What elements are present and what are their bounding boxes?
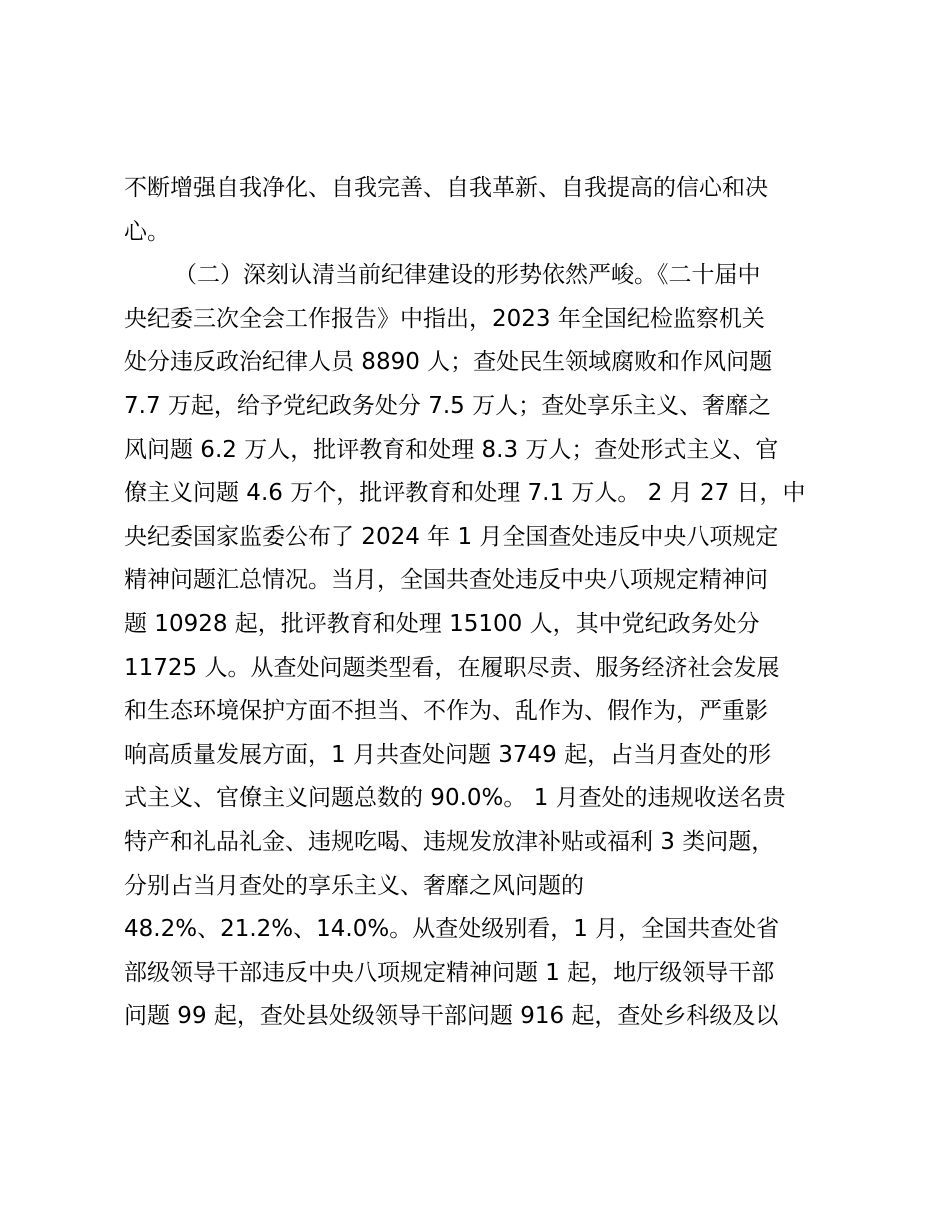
section-heading-line: （二）深刻认清当前纪律建设的形势依然严峻。《二十届中 bbox=[174, 262, 761, 289]
text-line: 央纪委三次全会工作报告》中指出，2023 年全国纪检监察机关 bbox=[124, 305, 765, 332]
text-line: 分别占当月查处的享乐主义、奢靡之风问题的 bbox=[124, 872, 584, 899]
text-line: 不断增强自我净化、自我完善、自我革新、自我提高的信心和决 bbox=[124, 175, 768, 201]
text-line: 僚主义问题 4.6 万个，批评教育和处理 7.1 万人。 2 月 27 日，中 bbox=[124, 480, 806, 507]
text-line: 心。 bbox=[124, 218, 170, 245]
text-line: 央纪委国家监委公布了 2024 年 1 月全国查处违反中央八项规定 bbox=[124, 523, 779, 550]
text-line: 响高质量发展方面，1 月共查处问题 3749 起，占当月查处的形 bbox=[124, 741, 772, 768]
text-line: 精神问题汇总情况。当月，全国共查处违反中央八项规定精神问 bbox=[124, 567, 768, 594]
text-line: 11725 人。从查处问题类型看，在履职尽责、服务经济社会发展 bbox=[124, 654, 780, 681]
text-line: 式主义、官僚主义问题总数的 90.0%。 1 月查处的违规收送名贵 bbox=[124, 785, 786, 812]
text-line: 风问题 6.2 万人，批评教育和处理 8.3 万人；查处形式主义、官 bbox=[124, 436, 779, 463]
text-line: 部级领导干部违反中央八项规定精神问题 1 起，地厅级领导干部 bbox=[124, 959, 775, 986]
text-line: 7.7 万起，给予党纪政务处分 7.5 万人；查处享乐主义、奢靡之 bbox=[124, 392, 772, 419]
text-line: 48.2%、21.2%、14.0%。从查处级别看，1 月，全国共查处省 bbox=[124, 916, 780, 943]
text-line: 特产和礼品礼金、违规吃喝、违规发放津补贴或福利 3 类问题， bbox=[124, 828, 775, 855]
body-text bbox=[124, 167, 844, 1039]
text-line: 和生态环境保护方面不担当、不作为、乱作为、假作为，严重影 bbox=[124, 698, 768, 725]
text-line: 处分违反政治纪律人员 8890 人；查处民生领域腐败和作风问题 bbox=[124, 349, 773, 376]
text-line: 题 10928 起，批评教育和处理 15100 人，其中党纪政务处分 bbox=[124, 610, 760, 637]
text-line: 问题 99 起，查处县处级领导干部问题 916 起，查处乡科级及以 bbox=[124, 1003, 779, 1030]
